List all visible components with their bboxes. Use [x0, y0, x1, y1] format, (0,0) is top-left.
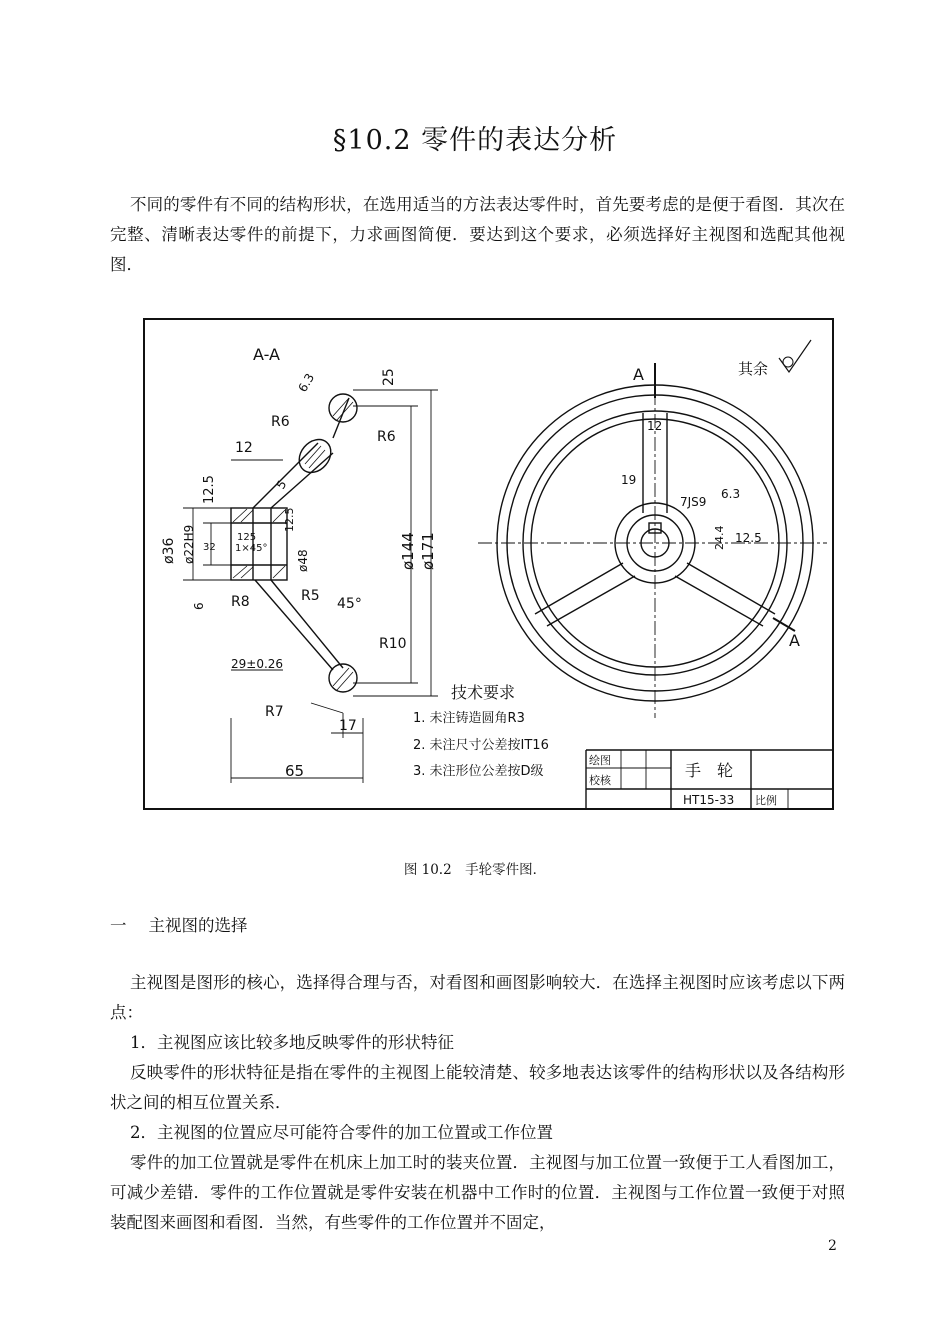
dim-12-b: 12: [647, 419, 663, 433]
roughness-note: 其余: [738, 360, 769, 378]
section-mark-top: A: [633, 365, 644, 384]
dim-45deg: 45°: [337, 596, 362, 612]
intro-paragraph: [110, 190, 845, 280]
tech-item-3: 3. 未注形位公差按D级: [413, 764, 544, 779]
dim-125: 125: [237, 532, 257, 543]
dim-25: 25: [381, 368, 397, 386]
dim-65: 65: [285, 762, 305, 780]
tb-drawn: 绘图: [589, 754, 611, 767]
page-title: §10.2 零件的表达分析: [332, 125, 618, 156]
dim-r8: R8: [231, 594, 250, 610]
dim-6: 6: [192, 602, 206, 610]
dim-12-5-a: 12.5: [202, 475, 217, 504]
dim-5: 5: [273, 477, 290, 492]
tech-item-1: 1. 未注铸造圆角R3: [413, 711, 525, 726]
handwheel-drawing: [143, 318, 835, 811]
dim-d36: ø36: [161, 537, 177, 564]
list-item-2: 2．主视图的位置应尽可能符合零件的加工位置或工作位置: [130, 1123, 553, 1142]
section-heading: [110, 912, 248, 936]
dim-d22h9: ø22H9: [182, 524, 196, 564]
tb-checked: 校核: [589, 774, 611, 787]
tech-title: 技术要求: [451, 683, 516, 702]
dim-12-5-d: 12.5: [735, 531, 762, 545]
section-paragraph-2: 反映零件的形状特征是指在零件的主视图上能较清楚、较多地表达该零件的结构形状以及各结构形状之间的相互位置关系．: [110, 1063, 845, 1112]
dim-d48: ø48: [296, 549, 310, 572]
section-mark-bottom: A: [789, 631, 800, 650]
page-number: 2: [828, 1238, 837, 1254]
tb-part: 手 轮: [685, 761, 734, 780]
section-paragraph-1: 主视图是图形的核心，选择得合理与否，对看图和画图影响较大．在选择主视图时应该考虑以下两点：: [110, 973, 845, 1022]
dim-12: 12: [235, 440, 253, 456]
dim-6-3-b: 6.3: [721, 487, 741, 501]
dim-7js9: 7JS9: [680, 495, 707, 509]
dim-r6-b: R6: [377, 429, 396, 445]
tech-item-2: 2. 未注尺寸公差按IT16: [413, 738, 549, 753]
dim-24-4: 24.4: [713, 525, 726, 550]
dim-d171: ø171: [419, 532, 437, 570]
figure-caption: 图 10.2 手轮零件图．: [403, 862, 547, 878]
dim-32: 32: [203, 542, 216, 553]
tb-scale: 比例: [755, 794, 777, 807]
dim-29: 29±0.26: [231, 657, 284, 671]
dim-17: 17: [339, 718, 357, 734]
intro-text: 不同的零件有不同的结构形状，在选用适当的方法表达零件时，首先要考虑的是便于看图．其次在完整、清晰表达零件的前提下，力求画图简便．要达到这个要求，必须选择好主视图和选配其他视图．: [110, 195, 845, 274]
dim-d144: ø144: [399, 532, 417, 570]
list-item-1: 1．主视图应该比较多地反映零件的形状特征: [130, 1033, 454, 1052]
dim-19: 19: [621, 473, 637, 487]
tb-material: HT15-33: [683, 793, 735, 807]
dim-r6-a: R6: [271, 414, 290, 430]
section-number: 一: [110, 916, 127, 935]
dim-r10: R10: [379, 636, 407, 652]
dim-6-3-a: 6.3: [295, 370, 318, 395]
dim-12-5-b: 12.5: [283, 507, 296, 532]
dim-r5: R5: [301, 588, 320, 604]
section-title: 主视图的选择: [148, 916, 248, 935]
section-body: [110, 968, 845, 1238]
section-paragraph-3: 零件的加工位置就是零件在机床上加工时的装夹位置．主视图与加工位置一致便于工人看图加工，可减少差错．零件的工作位置就是零件安装在机器中工作时的位置．主视图与工作位置一致便于对照装配图来画图和看图．当然，有些零件的工作位置并不固定，: [110, 1153, 845, 1232]
view-label: A-A: [253, 345, 280, 364]
dim-r7: R7: [265, 704, 284, 720]
dim-1x45: 1×45°: [235, 543, 268, 554]
